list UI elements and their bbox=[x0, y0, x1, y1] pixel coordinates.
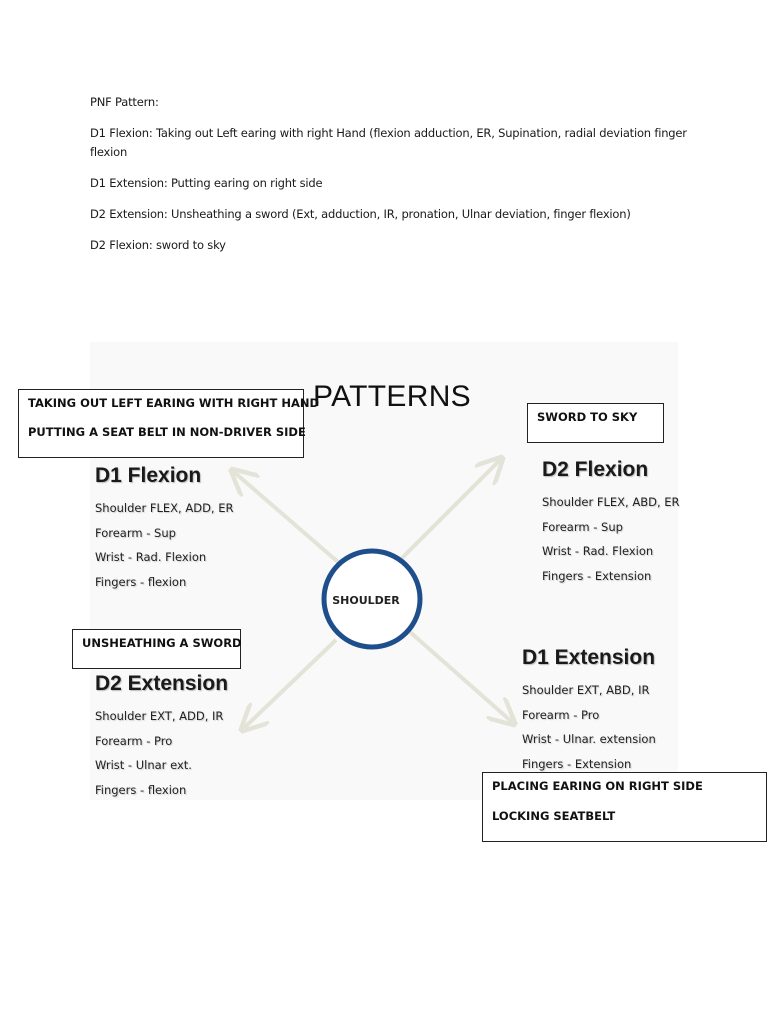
callout-text: PLACING EARING ON RIGHT SIDE bbox=[492, 779, 703, 793]
d1-flexion-line: Fingers - flexion bbox=[95, 574, 187, 589]
d1-flexion-line: Shoulder FLEX, ADD, ER bbox=[95, 501, 234, 515]
callout-text: UNSHEATHING A SWORD bbox=[82, 636, 242, 650]
d1-extension-line: Fingers - Extension bbox=[522, 756, 632, 771]
arrow-to-d2-extension bbox=[244, 640, 336, 728]
arrow-to-d1-flexion bbox=[234, 472, 338, 562]
d2-flexion-line: Fingers - Extension bbox=[542, 568, 652, 583]
quadrant-d1-extension bbox=[522, 646, 656, 776]
d2-extension-line: Fingers - flexion bbox=[95, 782, 187, 797]
d1-extension-line: Wrist - Ulnar. extension bbox=[522, 732, 656, 746]
figure-title: PATTERNS bbox=[313, 380, 471, 413]
d2-flexion-line: Wrist - Rad. Flexion bbox=[542, 544, 654, 558]
arrow-to-d2-flexion bbox=[398, 460, 500, 562]
callout-bottom-right bbox=[482, 772, 767, 842]
d2-flexion-heading: D2 Flexion bbox=[542, 458, 649, 481]
d1-flexion-heading: D1 Flexion bbox=[95, 464, 202, 487]
d1-flexion-line: Forearm - Sup bbox=[95, 525, 176, 540]
d2-flexion-line: Forearm - Sup bbox=[542, 519, 623, 534]
callout-top-right bbox=[527, 403, 664, 443]
d2-extension-heading: D2 Extension bbox=[95, 672, 229, 695]
quadrant-d2-extension bbox=[95, 672, 228, 802]
d2-extension-line: Forearm - Pro bbox=[95, 733, 173, 748]
callout-text: PUTTING A SEAT BELT IN NON-DRIVER SIDE bbox=[28, 425, 306, 439]
callout-text: TAKING OUT LEFT EARING WITH RIGHT HAND bbox=[28, 396, 320, 410]
quadrant-d2-flexion bbox=[542, 458, 680, 588]
d1-extension-line: Forearm - Pro bbox=[522, 707, 600, 722]
note-d2-extension: D2 Extension: Unsheathing a sword (Ext, adduction, IR, pronation, Ulnar deviation, finger flexion) bbox=[90, 207, 631, 221]
d2-extension-line: Shoulder EXT, ADD, IR bbox=[95, 709, 224, 723]
callout-top-left bbox=[18, 389, 320, 458]
quadrant-d1-flexion bbox=[95, 464, 234, 594]
d2-extension-line: Wrist - Ulnar ext. bbox=[95, 758, 192, 772]
d2-flexion-line: Shoulder FLEX, ABD, ER bbox=[542, 495, 680, 509]
note-d1-flexion: D1 Flexion: Taking out Left earing with right Hand (flexion adduction, ER, Supination, radial deviation finger flexion bbox=[90, 126, 687, 159]
d1-flexion-line: Wrist - Rad. Flexion bbox=[95, 550, 207, 564]
d1-extension-line: Shoulder EXT, ABD, IR bbox=[522, 683, 650, 697]
callout-mid-left bbox=[72, 629, 241, 669]
callout-text: LOCKING SEATBELT bbox=[492, 809, 616, 823]
note-d1-extension: D1 Extension: Putting earing on right side bbox=[90, 176, 323, 190]
callout-text: SWORD TO SKY bbox=[537, 410, 638, 424]
note-d2-flexion: D2 Flexion: sword to sky bbox=[90, 238, 226, 252]
center-label-shoulder: SHOULDER bbox=[332, 594, 400, 607]
d1-extension-heading: D1 Extension bbox=[522, 646, 656, 669]
notes-heading: PNF Pattern: bbox=[90, 95, 159, 109]
arrow-to-d1-extension bbox=[410, 632, 512, 722]
